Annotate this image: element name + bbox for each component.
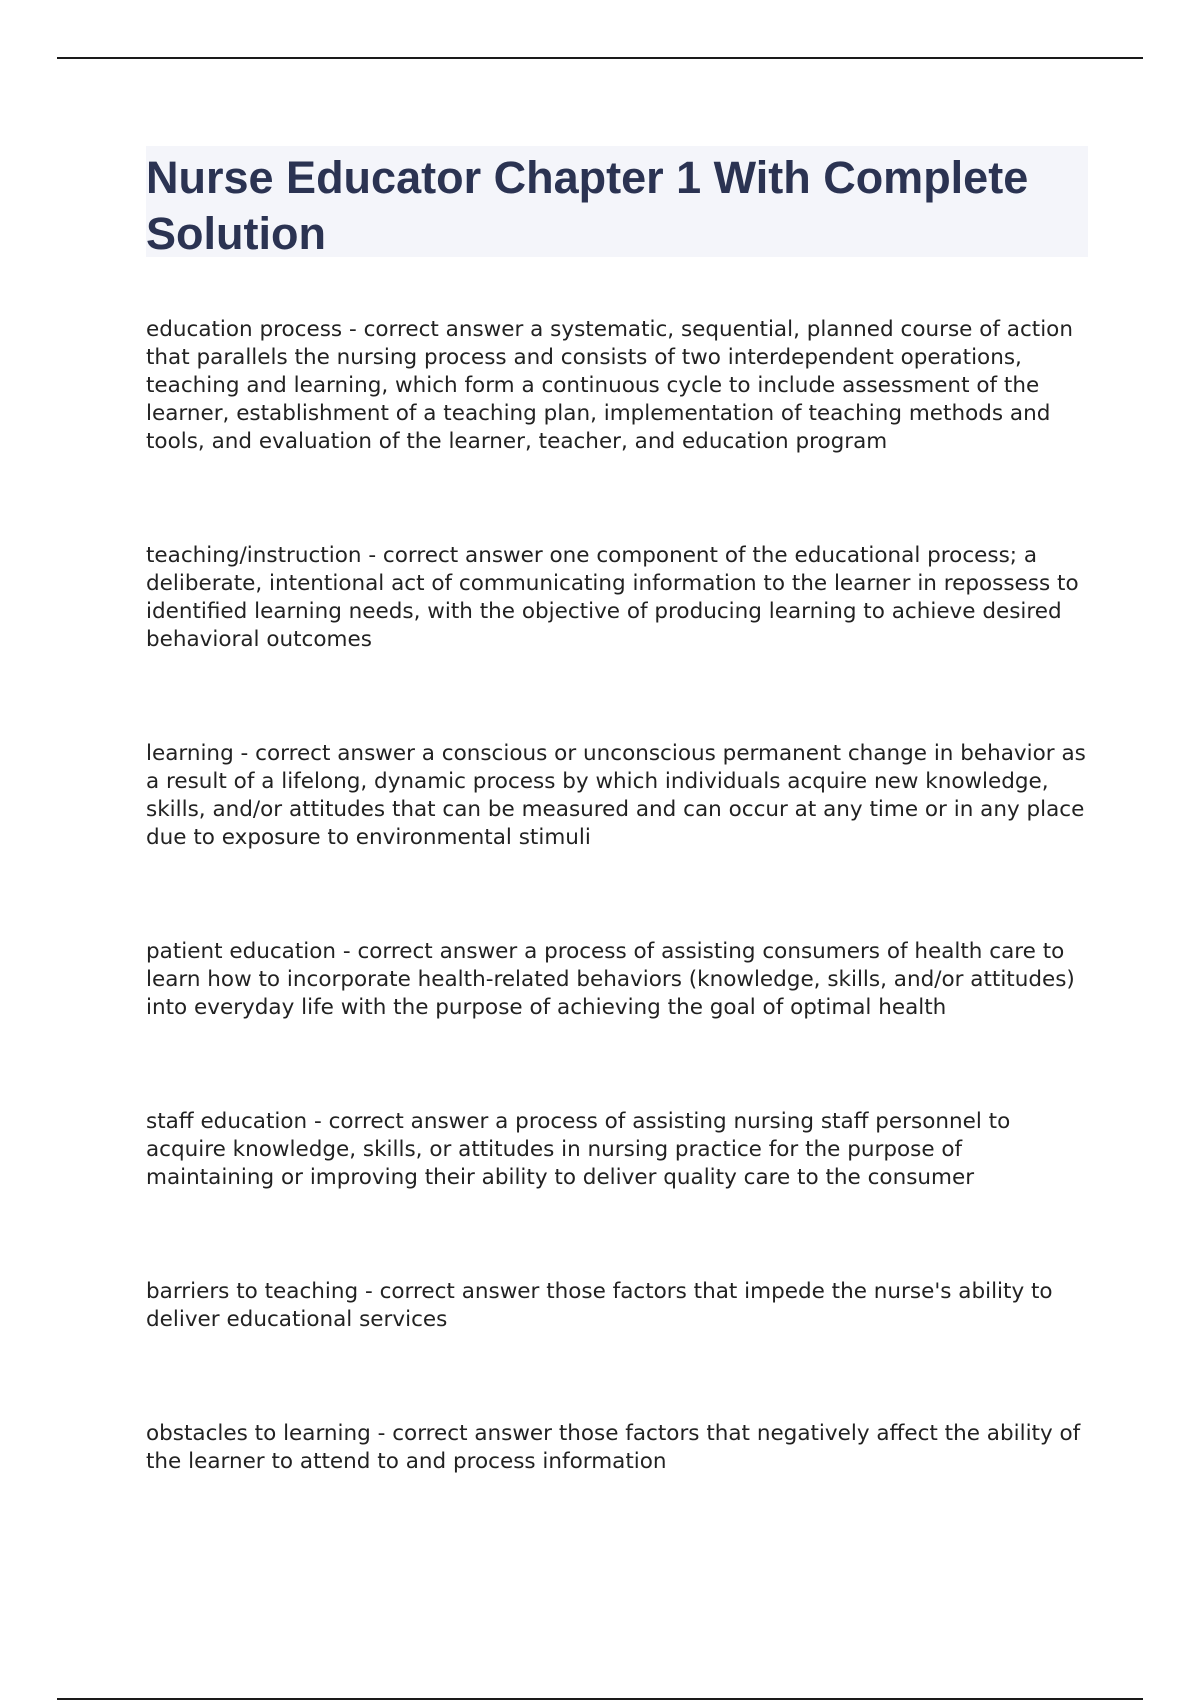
document-title: Nurse Educator Chapter 1 With Complete Solution: [146, 152, 1029, 259]
card-term: teaching/instruction: [146, 543, 362, 568]
card-separator: - correct answer: [336, 939, 525, 964]
card-answer: a process of assisting nursing staff personnel to acquire knowledge, skills, or attitudes in nursing practice for the purpose of maintaining or improving their ability to deliver quality care to the consumer: [146, 1109, 1011, 1190]
flashcard-barriers-to-teaching: [146, 1278, 1091, 1334]
card-answer: a systematic, sequential, planned course of action that parallels the nursing process and consists of two interdependent operations, teaching and learning, which form a continuous cycle to include assessment of the learner, establishment of a teaching plan, implementation of teaching methods and tools, and evaluation of the learner, teacher, and education program: [146, 317, 1073, 454]
card-term: staff education: [146, 1109, 308, 1134]
card-separator: - correct answer: [358, 1279, 547, 1304]
flashcard-patient-education: [146, 938, 1091, 1022]
flashcard-education-process: [146, 316, 1091, 456]
flashcard-list: [146, 316, 1091, 1476]
card-term: education process: [146, 317, 343, 342]
card-term: patient education: [146, 939, 337, 964]
top-divider: [57, 57, 1143, 59]
title-banner: [146, 146, 1088, 257]
card-answer: a conscious or unconscious permanent change in behavior as a result of a lifelong, dynamic process by which individuals acquire new knowledge, skills, and/or attitudes that can be measured and can occur at any time or in any place due to exposure to environmental stimuli: [146, 741, 1086, 850]
card-separator: - correct answer: [307, 1109, 496, 1134]
card-answer: those factors that impede the nurse's ability to deliver educational services: [146, 1279, 1053, 1332]
card-separator: - correct answer: [370, 1421, 559, 1446]
card-separator: - correct answer: [342, 317, 531, 342]
card-term: obstacles to learning: [146, 1421, 371, 1446]
flashcard-staff-education: [146, 1108, 1091, 1192]
card-answer: those factors that negatively affect the ability of the learner to attend to and process information: [146, 1421, 1081, 1474]
card-separator: - correct answer: [361, 543, 550, 568]
card-term: barriers to teaching: [146, 1279, 359, 1304]
card-term: learning: [146, 741, 234, 766]
card-separator: - correct answer: [233, 741, 422, 766]
flashcard-teaching-instruction: [146, 542, 1091, 654]
card-answer: a process of assisting consumers of health care to learn how to incorporate health-related behaviors (knowledge, skills, and/or attitudes) into everyday life with the purpose of achieving the goal of optimal health: [146, 939, 1075, 1020]
card-answer: one component of the educational process; a deliberate, intentional act of communicating information to the learner in repossess to identified learning needs, with the objective of producing learning to achieve desired behavioral outcomes: [146, 543, 1079, 652]
flashcard-learning: [146, 740, 1091, 852]
flashcard-obstacles-to-learning: [146, 1420, 1091, 1476]
